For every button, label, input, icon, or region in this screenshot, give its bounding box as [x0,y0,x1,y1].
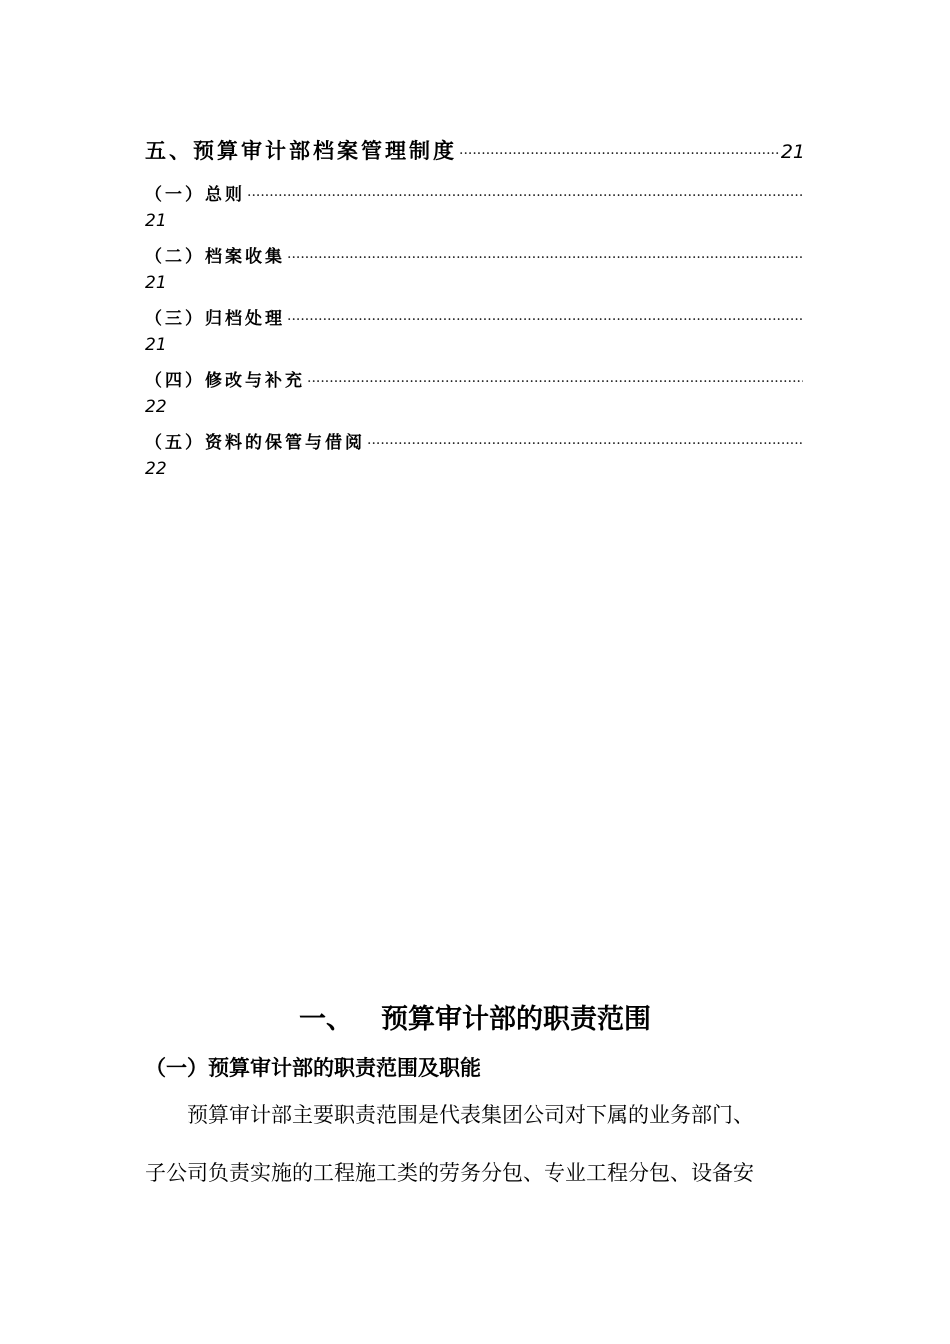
toc-page-number: 21 [145,211,167,231]
chapter-heading [0,997,950,1036]
toc-page-number: 22 [145,397,167,417]
toc-leader-dots [459,146,779,162]
toc-entry-label: （三）归档处理 [145,309,285,329]
toc-page-number: 22 [145,459,167,479]
toc-entry-label: （四）修改与补充 [145,371,305,391]
toc-entry-sub[interactable] [145,366,805,391]
toc-entry-label: （二）档案收集 [145,247,285,267]
toc-entry-label: （一）总则 [145,185,245,205]
toc-leader-dots [287,250,803,266]
chapter-title-text: 预算审计部的职责范围 [381,1004,651,1035]
body-text-line: 子公司负责实施的工程施工类的劳务分包、专业工程分包、设备安 [145,1161,754,1185]
toc-entry-label: 五、预算审计部档案管理制度 [145,138,457,163]
toc-leader-dots [307,374,803,390]
toc-leader-dots [247,188,803,204]
toc-entry-label: （五）资料的保管与借阅 [145,433,365,453]
toc-entry-sub[interactable] [145,242,805,267]
toc-entry-sub[interactable] [145,180,805,205]
body-text-line: 预算审计部主要职责范围是代表集团公司对下属的业务部门、 [187,1103,754,1127]
toc-page-number: 21 [780,141,805,163]
chapter-number: 一、 [299,1004,353,1035]
toc-page-number: 21 [145,273,167,293]
toc-leader-dots [367,436,803,452]
toc-entry-main[interactable] [145,135,805,165]
toc-entry-sub[interactable] [145,428,805,453]
toc-leader-dots [287,312,803,328]
toc-entry-sub[interactable] [145,304,805,329]
section-heading: （一）预算审计部的职责范围及职能 [145,1056,481,1080]
toc-page-number: 21 [145,335,167,355]
